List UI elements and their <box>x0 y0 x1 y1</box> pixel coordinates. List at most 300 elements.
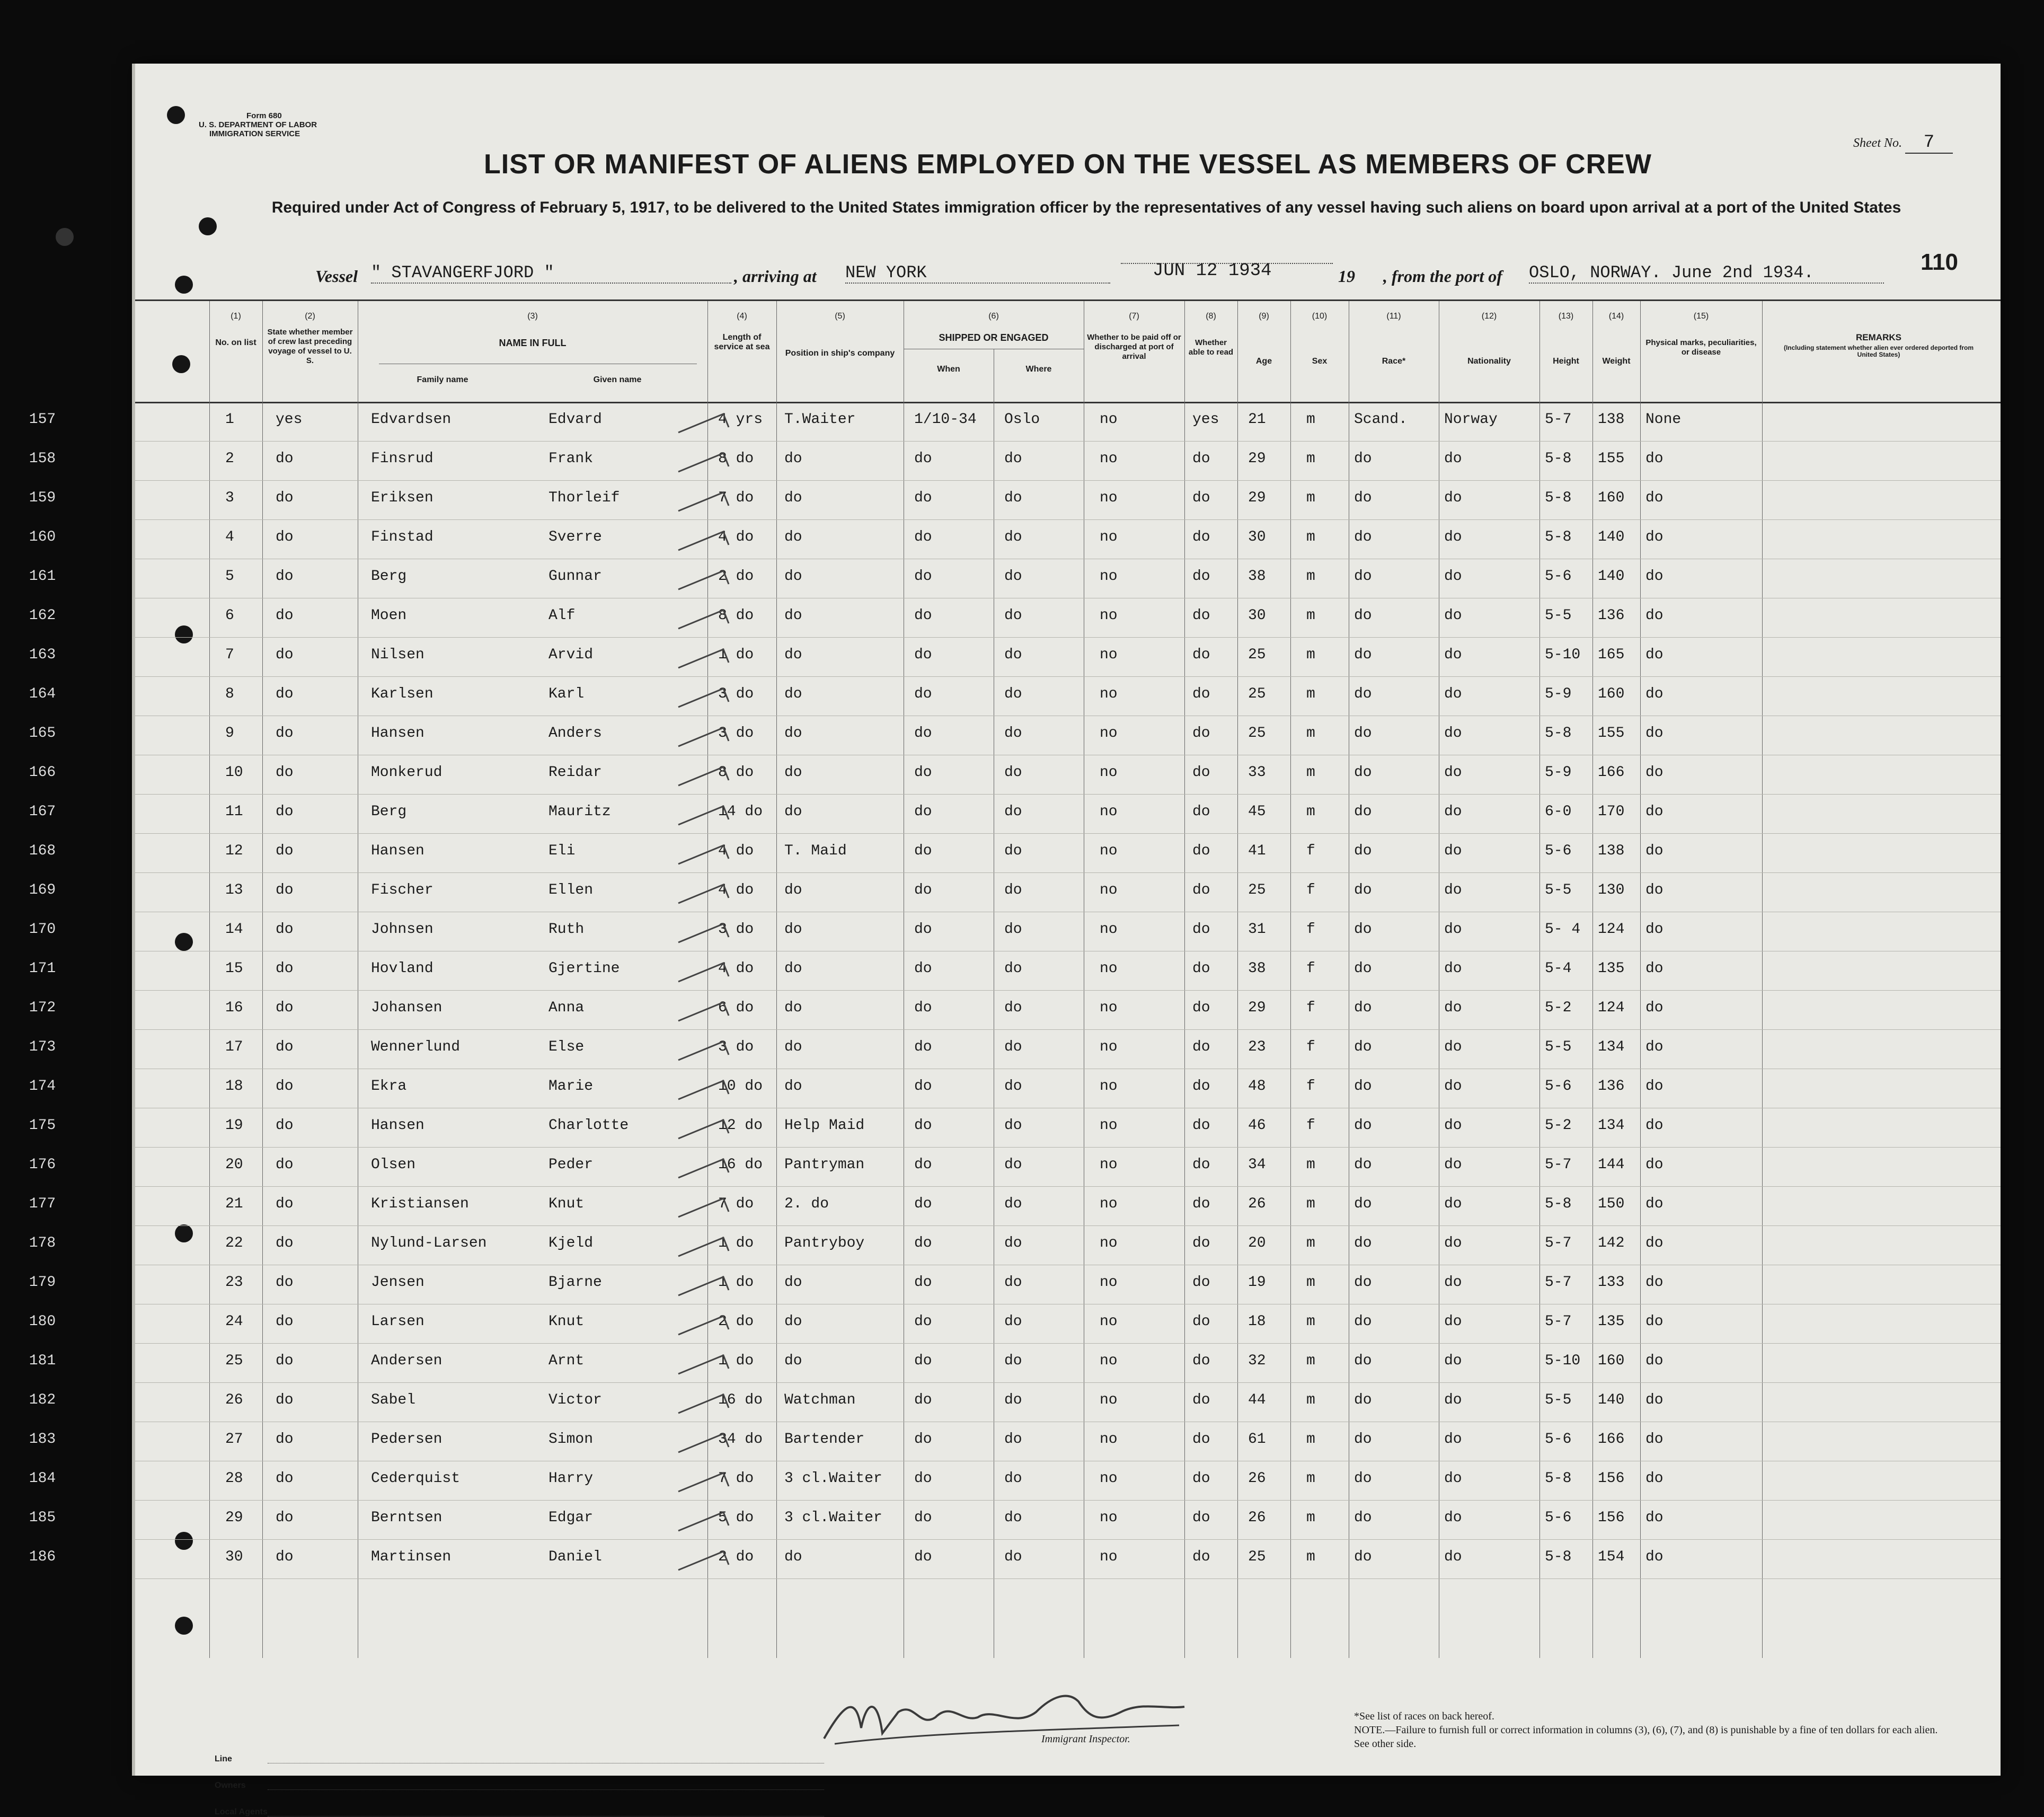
cell-paid: no <box>1100 843 1118 859</box>
cell-family: Pedersen <box>371 1431 443 1448</box>
line-counter: 169 <box>29 882 56 898</box>
cell-marks: do <box>1645 764 1663 781</box>
cell-when: do <box>914 1353 932 1369</box>
cell-no: 28 <box>225 1470 243 1487</box>
cell-sex: m <box>1306 490 1315 506</box>
table-row <box>29 1500 2001 1540</box>
cell-nat: do <box>1444 1431 1462 1448</box>
line-counter: 157 <box>29 411 56 428</box>
cell-marks: do <box>1645 1392 1663 1408</box>
cell-length: 7 do <box>718 1470 754 1487</box>
cell-length: 3 do <box>718 686 754 702</box>
cell-paid: no <box>1100 568 1118 585</box>
cell-family: Eriksen <box>371 490 433 506</box>
cell-marks: do <box>1645 490 1663 506</box>
cell-race: do <box>1354 607 1372 624</box>
cell-nat: do <box>1444 725 1462 742</box>
col-num: (14) <box>1608 312 1624 321</box>
cell-state: do <box>276 490 294 506</box>
cell-when: do <box>914 725 932 742</box>
cell-nat: do <box>1444 843 1462 859</box>
cell-state: do <box>276 529 294 545</box>
cell-state: do <box>276 882 294 898</box>
cell-paid: no <box>1100 490 1118 506</box>
cell-read: yes <box>1192 411 1219 428</box>
cell-where: do <box>1004 725 1022 742</box>
cell-marks: do <box>1645 1353 1663 1369</box>
vessel-line <box>135 253 2001 296</box>
cell-given: Daniel <box>548 1549 602 1565</box>
check-mark-icon <box>676 1543 734 1575</box>
col-num: (6) <box>988 312 999 321</box>
check-mark-icon <box>676 1190 734 1222</box>
cell-age: 26 <box>1248 1196 1266 1212</box>
cell-given: Ruth <box>548 921 585 938</box>
hdr-remarks: REMARKS <box>1856 332 1901 342</box>
binding-hole <box>199 217 217 235</box>
hdr-family: Family name <box>417 375 468 384</box>
cell-paid: no <box>1100 686 1118 702</box>
hdr-where: Where <box>1025 365 1052 374</box>
cell-no: 1 <box>225 411 234 428</box>
cell-sex: f <box>1306 843 1315 859</box>
cell-marks: do <box>1645 1313 1663 1330</box>
cell-state: do <box>276 1549 294 1565</box>
cell-marks: do <box>1645 686 1663 702</box>
cell-sex: f <box>1306 1078 1315 1095</box>
cell-read: do <box>1192 1235 1210 1251</box>
cell-position: do <box>784 1353 802 1369</box>
cell-sex: m <box>1306 1431 1315 1448</box>
cell-age: 29 <box>1248 451 1266 467</box>
check-mark-icon <box>676 759 734 791</box>
cell-sex: m <box>1306 529 1315 545</box>
cell-given: Harry <box>548 1470 594 1487</box>
cell-position: do <box>784 490 802 506</box>
cell-length: 10 do <box>718 1078 763 1095</box>
form-meta <box>199 111 317 138</box>
line-counter: 184 <box>29 1470 56 1487</box>
cell-given: Anna <box>548 1000 585 1016</box>
cell-read: do <box>1192 804 1210 820</box>
cell-paid: no <box>1100 764 1118 781</box>
cell-read: do <box>1192 568 1210 585</box>
cell-height: 5-8 <box>1545 1196 1572 1212</box>
cell-family: Andersen <box>371 1353 443 1369</box>
cell-weight: 150 <box>1598 1196 1625 1212</box>
cell-when: do <box>914 804 932 820</box>
check-mark-icon <box>676 602 734 634</box>
cell-height: 5-5 <box>1545 1392 1572 1408</box>
cell-where: do <box>1004 1117 1022 1134</box>
line-counter: 161 <box>29 568 56 585</box>
check-mark-icon <box>676 1230 734 1262</box>
cell-where: do <box>1004 921 1022 938</box>
cell-when: do <box>914 568 932 585</box>
cell-race: do <box>1354 764 1372 781</box>
cell-weight: 144 <box>1598 1157 1625 1173</box>
cell-age: 21 <box>1248 411 1266 428</box>
check-mark-icon <box>676 1112 734 1144</box>
line-counter: 174 <box>29 1078 56 1095</box>
line-counter: 179 <box>29 1274 56 1291</box>
cell-age: 46 <box>1248 1117 1266 1134</box>
cell-family: Wennerlund <box>371 1039 461 1055</box>
cell-length: 4 do <box>718 960 754 977</box>
cell-sex: m <box>1306 1353 1315 1369</box>
cell-age: 33 <box>1248 764 1266 781</box>
cell-no: 13 <box>225 882 243 898</box>
check-mark-icon <box>676 994 734 1026</box>
inspector-label: Immigrant Inspector. <box>1041 1733 1130 1745</box>
cell-state: do <box>276 1117 294 1134</box>
cell-marks: do <box>1645 1431 1663 1448</box>
cell-where: do <box>1004 568 1022 585</box>
cell-given: Edvard <box>548 411 602 428</box>
cell-read: do <box>1192 921 1210 938</box>
cell-given: Else <box>548 1039 585 1055</box>
cell-no: 6 <box>225 607 234 624</box>
cell-race: do <box>1354 1470 1372 1487</box>
cell-marks: do <box>1645 804 1663 820</box>
cell-position: T. Maid <box>784 843 847 859</box>
cell-when: do <box>914 1549 932 1565</box>
cell-age: 45 <box>1248 804 1266 820</box>
table-row <box>29 716 2001 755</box>
hdr-name: NAME IN FULL <box>499 338 567 348</box>
cell-weight: 133 <box>1598 1274 1625 1291</box>
hdr-marks: Physical marks, peculiarities, or disease <box>1645 338 1757 357</box>
cell-position: Watchman <box>784 1392 856 1408</box>
cell-paid: no <box>1100 1235 1118 1251</box>
cell-no: 8 <box>225 686 234 702</box>
table-row <box>29 402 2001 442</box>
check-mark-icon <box>676 563 734 595</box>
hdr-height: Height <box>1553 357 1579 366</box>
cell-height: 5-5 <box>1545 607 1572 624</box>
hdr-nationality: Nationality <box>1467 357 1511 366</box>
table-row <box>29 1539 2001 1579</box>
cell-race: do <box>1354 1000 1372 1016</box>
cell-where: do <box>1004 1431 1022 1448</box>
cell-state: do <box>276 1078 294 1095</box>
cell-length: 3 do <box>718 921 754 938</box>
cell-height: 5-2 <box>1545 1117 1572 1134</box>
cell-marks: do <box>1645 1157 1663 1173</box>
cell-age: 32 <box>1248 1353 1266 1369</box>
cell-weight: 160 <box>1598 490 1625 506</box>
cell-when: do <box>914 882 932 898</box>
cell-paid: no <box>1100 1196 1118 1212</box>
cell-read: do <box>1192 686 1210 702</box>
table-row <box>29 794 2001 834</box>
cell-no: 20 <box>225 1157 243 1173</box>
cell-nat: do <box>1444 607 1462 624</box>
cell-position: do <box>784 568 802 585</box>
cell-given: Victor <box>548 1392 602 1408</box>
cell-height: 5-5 <box>1545 1039 1572 1055</box>
cell-state: do <box>276 725 294 742</box>
cell-race: do <box>1354 647 1372 663</box>
check-mark-icon <box>676 1151 734 1183</box>
cell-position: do <box>784 921 802 938</box>
cell-race: do <box>1354 1431 1372 1448</box>
cell-height: 5-6 <box>1545 1078 1572 1095</box>
cell-no: 5 <box>225 568 234 585</box>
line-counter: 183 <box>29 1431 56 1448</box>
cell-paid: no <box>1100 921 1118 938</box>
cell-length: 16 do <box>718 1392 763 1408</box>
table-row <box>29 480 2001 520</box>
cell-length: 2 do <box>718 1313 754 1330</box>
cell-race: do <box>1354 921 1372 938</box>
hdr-sex: Sex <box>1312 357 1328 366</box>
cell-when: 1/10-34 <box>914 411 977 428</box>
cell-age: 48 <box>1248 1078 1266 1095</box>
cell-length: 7 do <box>718 490 754 506</box>
cell-family: Fischer <box>371 882 433 898</box>
cell-height: 5-7 <box>1545 1235 1572 1251</box>
line-counter: 173 <box>29 1039 56 1055</box>
cell-position: T.Waiter <box>784 411 856 428</box>
cell-given: Edgar <box>548 1510 594 1526</box>
cell-sex: f <box>1306 1039 1315 1055</box>
cell-marks: do <box>1645 1196 1663 1212</box>
cell-state: do <box>276 1000 294 1016</box>
cell-given: Reidar <box>548 764 602 781</box>
cell-height: 5-5 <box>1545 882 1572 898</box>
cell-when: do <box>914 1470 932 1487</box>
cell-race: do <box>1354 490 1372 506</box>
cell-position: 3 cl.Waiter <box>784 1510 882 1526</box>
cell-given: Knut <box>548 1313 585 1330</box>
cell-family: Johnsen <box>371 921 433 938</box>
cell-read: do <box>1192 1470 1210 1487</box>
arriving-port: NEW YORK <box>845 263 1110 284</box>
note-penalty: NOTE.—Failure to furnish full or correct information in columns (3), (6), (7), and (8) is punishable by a fine of ten dollars for each alien. See other side. <box>1354 1724 1938 1750</box>
cell-nat: do <box>1444 451 1462 467</box>
line-counter: 159 <box>29 490 56 506</box>
cell-race: do <box>1354 1353 1372 1369</box>
cell-position: do <box>784 804 802 820</box>
cell-height: 5-6 <box>1545 568 1572 585</box>
cell-read: do <box>1192 764 1210 781</box>
cell-no: 7 <box>225 647 234 663</box>
cell-read: do <box>1192 490 1210 506</box>
cell-paid: no <box>1100 451 1118 467</box>
footer-agents-label: Local Agents <box>215 1807 268 1816</box>
hdr-when: When <box>937 365 960 374</box>
line-counter: 182 <box>29 1392 56 1408</box>
cell-race: do <box>1354 1196 1372 1212</box>
line-counter: 172 <box>29 1000 56 1016</box>
cell-weight: 138 <box>1598 411 1625 428</box>
cell-race: do <box>1354 1039 1372 1055</box>
from-label: , from the port of <box>1383 267 1502 286</box>
cell-weight: 155 <box>1598 725 1625 742</box>
cell-where: do <box>1004 529 1022 545</box>
line-counter: 175 <box>29 1117 56 1134</box>
cell-paid: no <box>1100 1078 1118 1095</box>
cell-marks: do <box>1645 568 1663 585</box>
cell-family: Olsen <box>371 1157 416 1173</box>
cell-age: 29 <box>1248 490 1266 506</box>
cell-length: 4 do <box>718 843 754 859</box>
cell-where: do <box>1004 1313 1022 1330</box>
col-num: (10) <box>1312 312 1328 321</box>
col-num: (12) <box>1481 312 1497 321</box>
cell-paid: no <box>1100 1000 1118 1016</box>
cell-race: do <box>1354 843 1372 859</box>
cell-position: Bartender <box>784 1431 865 1448</box>
line-counter: 167 <box>29 804 56 820</box>
check-mark-icon <box>676 1308 734 1340</box>
cell-length: 1 do <box>718 1274 754 1291</box>
cell-race: do <box>1354 1392 1372 1408</box>
cell-when: do <box>914 647 932 663</box>
cell-read: do <box>1192 725 1210 742</box>
from-port: OSLO, NORWAY. June 2nd 1934. <box>1529 263 1884 284</box>
cell-height: 5-6 <box>1545 1431 1572 1448</box>
cell-when: do <box>914 1000 932 1016</box>
cell-family: Kristiansen <box>371 1196 469 1212</box>
cell-no: 11 <box>225 804 243 820</box>
line-counter: 177 <box>29 1196 56 1212</box>
line-counter: 168 <box>29 843 56 859</box>
cell-when: do <box>914 451 932 467</box>
line-counter: 185 <box>29 1510 56 1526</box>
cell-state: do <box>276 1274 294 1291</box>
cell-paid: no <box>1100 960 1118 977</box>
cell-age: 26 <box>1248 1470 1266 1487</box>
cell-length: 1 do <box>718 647 754 663</box>
cell-length: 2 do <box>718 568 754 585</box>
table-row <box>29 912 2001 951</box>
cell-marks: None <box>1645 411 1682 428</box>
cell-position: do <box>784 882 802 898</box>
cell-no: 23 <box>225 1274 243 1291</box>
cell-read: do <box>1192 1510 1210 1526</box>
check-mark-icon <box>676 720 734 752</box>
cell-no: 3 <box>225 490 234 506</box>
cell-race: do <box>1354 804 1372 820</box>
arriving-label: , arriving at <box>734 267 817 286</box>
cell-position: do <box>784 1549 802 1565</box>
cell-family: Martinsen <box>371 1549 452 1565</box>
cell-marks: do <box>1645 882 1663 898</box>
cell-state: do <box>276 1431 294 1448</box>
cell-nat: do <box>1444 1470 1462 1487</box>
hdr-race: Race* <box>1382 357 1406 366</box>
check-mark-icon <box>676 681 734 712</box>
cell-where: do <box>1004 490 1022 506</box>
cell-given: Sverre <box>548 529 602 545</box>
cell-family: Nilsen <box>371 647 424 663</box>
col-num: (1) <box>231 312 241 321</box>
hdr-weight: Weight <box>1602 357 1631 366</box>
cell-weight: 160 <box>1598 1353 1625 1369</box>
cell-family: Nylund-Larsen <box>371 1235 487 1251</box>
cell-given: Bjarne <box>548 1274 602 1291</box>
cell-given: Marie <box>548 1078 594 1095</box>
cell-family: Berg <box>371 568 407 585</box>
cell-weight: 166 <box>1598 1431 1625 1448</box>
cell-length: 4 do <box>718 882 754 898</box>
cell-weight: 140 <box>1598 568 1625 585</box>
check-mark-icon <box>676 524 734 555</box>
cell-weight: 156 <box>1598 1510 1625 1526</box>
cell-position: do <box>784 725 802 742</box>
cell-height: 5-7 <box>1545 1274 1572 1291</box>
manifest-page <box>29 64 2001 1816</box>
cell-nat: do <box>1444 686 1462 702</box>
cell-read: do <box>1192 1353 1210 1369</box>
col-num: (9) <box>1259 312 1269 321</box>
cell-no: 25 <box>225 1353 243 1369</box>
cell-family: Hansen <box>371 843 424 859</box>
cell-height: 5-7 <box>1545 411 1572 428</box>
cell-race: do <box>1354 725 1372 742</box>
cell-age: 26 <box>1248 1510 1266 1526</box>
cell-height: 5-8 <box>1545 490 1572 506</box>
cell-height: 5-8 <box>1545 1470 1572 1487</box>
cell-given: Simon <box>548 1431 594 1448</box>
cell-age: 38 <box>1248 960 1266 977</box>
cell-age: 25 <box>1248 1549 1266 1565</box>
cell-nat: do <box>1444 1039 1462 1055</box>
cell-length: 8 do <box>718 607 754 624</box>
cell-sex: m <box>1306 1157 1315 1173</box>
cell-weight: 155 <box>1598 451 1625 467</box>
cell-paid: no <box>1100 1313 1118 1330</box>
cell-when: do <box>914 921 932 938</box>
cell-marks: do <box>1645 647 1663 663</box>
cell-read: do <box>1192 607 1210 624</box>
cell-family: Hansen <box>371 1117 424 1134</box>
cell-sex: f <box>1306 921 1315 938</box>
cell-sex: m <box>1306 1392 1315 1408</box>
cell-read: do <box>1192 1039 1210 1055</box>
cell-race: do <box>1354 1078 1372 1095</box>
cell-weight: 134 <box>1598 1039 1625 1055</box>
cell-position: do <box>784 529 802 545</box>
cell-weight: 124 <box>1598 1000 1625 1016</box>
cell-length: 8 do <box>718 451 754 467</box>
cell-age: 19 <box>1248 1274 1266 1291</box>
check-mark-icon <box>676 484 734 516</box>
cell-when: do <box>914 1235 932 1251</box>
cell-weight: 136 <box>1598 1078 1625 1095</box>
cell-state: do <box>276 1470 294 1487</box>
cell-where: Oslo <box>1004 411 1040 428</box>
table-row <box>29 676 2001 716</box>
hdr-paid: Whether to be paid off or discharged at port of arrival <box>1087 333 1181 361</box>
cell-sex: m <box>1306 1549 1315 1565</box>
vessel-name: " STAVANGERFJORD " <box>371 263 731 284</box>
table-row <box>29 1147 2001 1187</box>
cell-where: do <box>1004 1078 1022 1095</box>
stamped-page-number: 110 <box>1921 249 1958 275</box>
table-header <box>135 301 2001 403</box>
cell-sex: m <box>1306 686 1315 702</box>
cell-state: do <box>276 1039 294 1055</box>
cell-nat: do <box>1444 921 1462 938</box>
cell-family: Berntsen <box>371 1510 443 1526</box>
table-row <box>29 1422 2001 1461</box>
cell-state: do <box>276 686 294 702</box>
cell-state: do <box>276 921 294 938</box>
cell-weight: 154 <box>1598 1549 1625 1565</box>
